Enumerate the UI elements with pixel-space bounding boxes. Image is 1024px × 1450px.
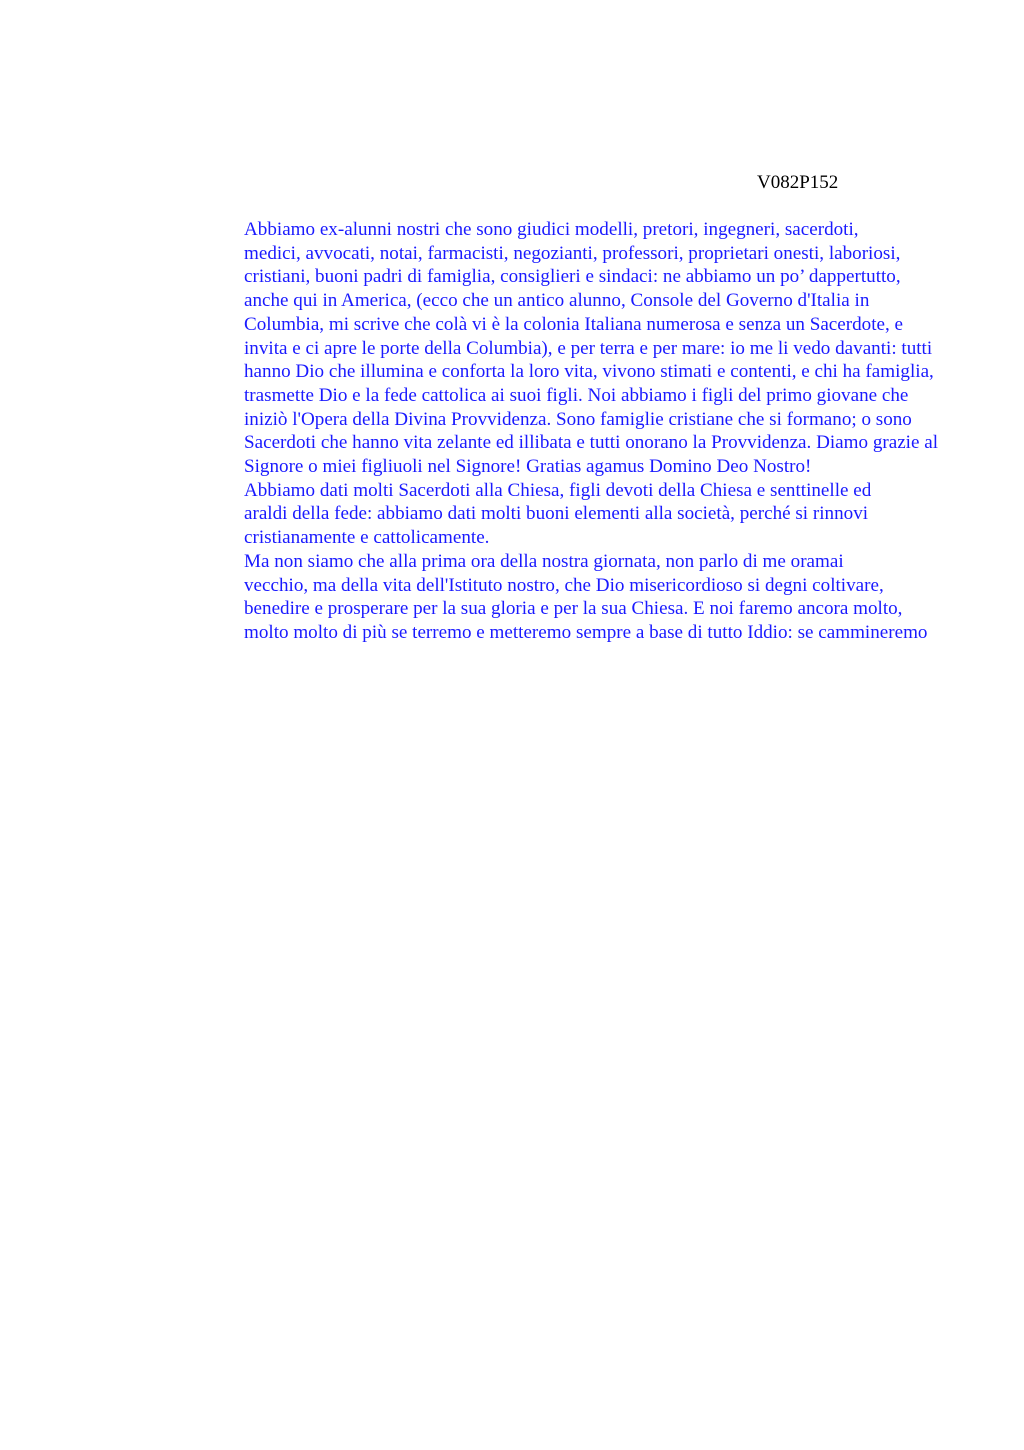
text-line: trasmette Dio e la fede cattolica ai suoi figli. Noi abbiamo i figli del primo giovane che	[244, 384, 909, 406]
paragraph-2	[171, 479, 931, 550]
text-line: medici, avvocati, notai, farmacisti, negozianti, professori, proprietari onesti, laboriosi,	[244, 242, 901, 264]
text-line: vecchio, ma della vita dell'Istituto nostro, che Dio misericordioso si degni coltivare,	[244, 574, 884, 596]
text-line: Columbia, mi scrive che colà vi è la colonia Italiana numerosa e senza un Sacerdote, e	[244, 313, 904, 335]
text-line: Abbiamo ex-alunni nostri che sono giudici modelli, pretori, ingegneri, sacerdoti,	[244, 219, 859, 240]
text-line: benedire e prosperare per la sua gloria e per la sua Chiesa. E noi faremo ancora molto,	[244, 598, 903, 620]
text-line: molto molto di più se terremo e metteremo sempre a base di tutto Iddio: se cammineremo	[244, 621, 928, 643]
text-line: Ma non siamo che alla prima ora della nostra giornata, non parlo di me oramai	[244, 550, 844, 572]
page-identifier: V082P152	[757, 172, 839, 193]
text-line: Sacerdoti che hanno vita zelante ed illibata e tutti onorano la Provvidenza. Diamo grazie al	[244, 432, 939, 454]
text-line: cristianamente e cattolicamente.	[244, 527, 490, 549]
paragraph-1	[171, 218, 939, 479]
text-line: invita e ci apre le porte della Columbia), e per terra e per mare: io me li vedo davanti: tutti	[244, 337, 933, 359]
text-line: Signore o miei figliuoli nel Signore! Gratias agamus Domino Deo Nostro!	[244, 456, 812, 478]
document-body	[171, 218, 939, 645]
text-line: cristiani, buoni padri di famiglia, consiglieri e sindaci: ne abbiamo un po’ dappertutto,	[244, 266, 901, 288]
paragraph-3	[171, 550, 931, 645]
text-line: iniziò l'Opera della Divina Provvidenza. Sono famiglie cristiane che si formano; o sono	[244, 408, 912, 430]
text-line: hanno Dio che illumina e conforta la loro vita, vivono stimati e contenti, e chi ha famiglia,	[244, 361, 934, 383]
text-line: araldi della fede: abbiamo dati molti buoni elementi alla società, perché si rinnovi	[244, 503, 869, 525]
text-line: Abbiamo dati molti Sacerdoti alla Chiesa, figli devoti della Chiesa e senttinelle ed	[244, 479, 872, 501]
text-line: anche qui in America, (ecco che un antico alunno, Console del Governo d'Italia in	[244, 290, 870, 312]
